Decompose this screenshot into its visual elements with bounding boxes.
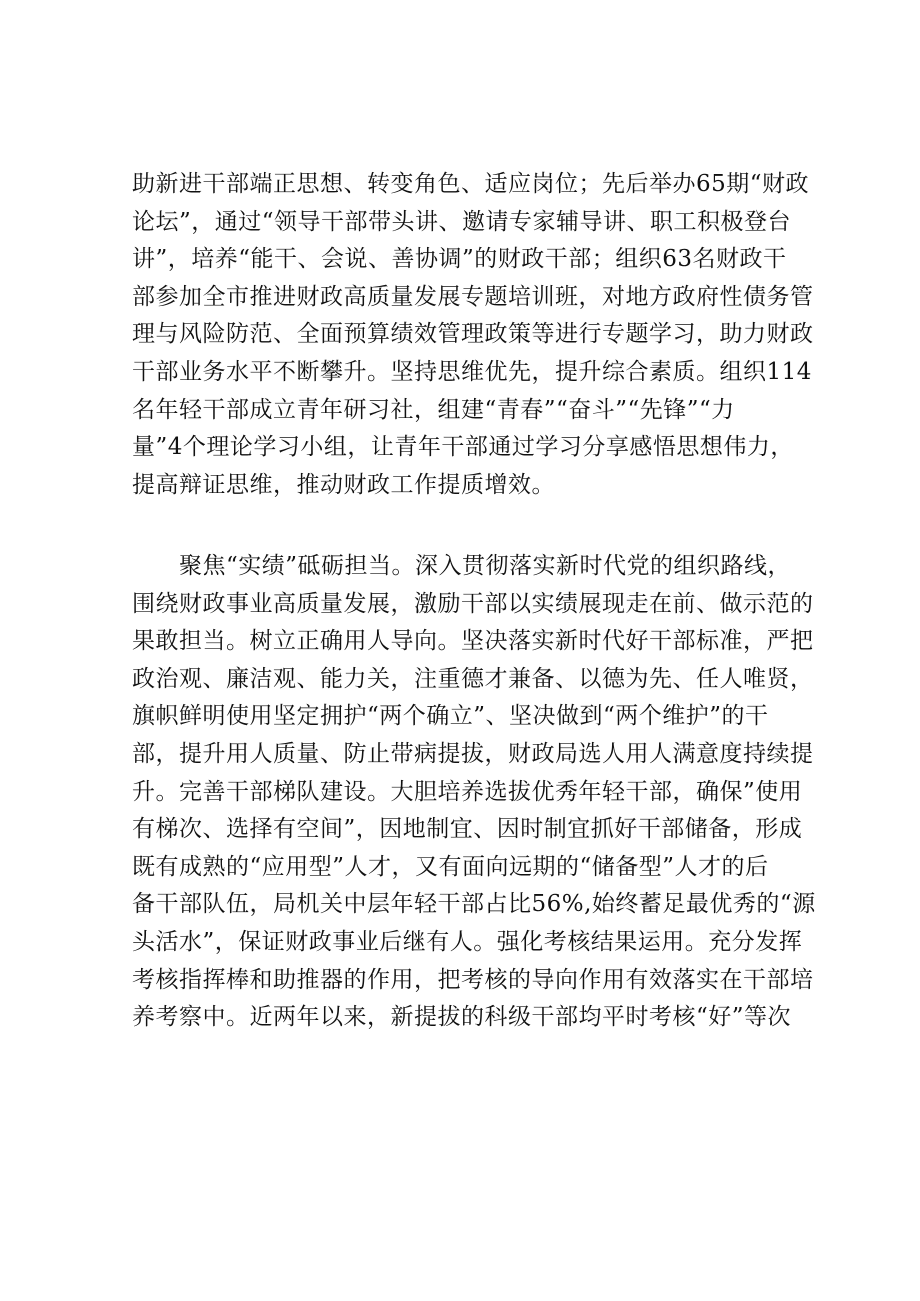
paragraph-line: 果敢担当。树立正确用人导向。坚决落实新时代好干部标准，严把 — [132, 628, 814, 655]
paragraph-line: 量”4个理论学习小组，让青年干部通过学习分享感悟思想伟力， — [132, 434, 794, 461]
paragraph-line: 部参加全市推进财政高质量发展专题培训班，对地方政府性债务管 — [132, 283, 814, 310]
paragraph-line: 养考察中。近两年以来，新提拔的科级干部均平时考核“好”等次 — [132, 1004, 792, 1031]
paragraph-line: 头活水”，保证财政事业后继有人。强化考核结果运用。充分发挥 — [132, 928, 803, 955]
paragraph-line: 既有成熟的“应用型”人才，又有面向远期的“储备型”人才的后 — [132, 853, 769, 880]
paragraph-2 — [132, 548, 816, 1037]
paragraph-line: 升。完善干部梯队建设。大胆培养选拔优秀年轻干部，确保”使用 — [132, 778, 803, 805]
paragraph-line: 助新进干部端正思想、转变角色、适应岗位；先后举办65期“财政 — [132, 171, 810, 197]
paragraph-line: 论坛”，通过“领导干部带头讲、邀请专家辅导讲、职工积极登台 — [132, 208, 792, 235]
paragraph-line: 提高辩证思维，推动财政工作提质增效。 — [132, 471, 555, 498]
paragraph-1 — [132, 166, 814, 504]
paragraph-line: 干部业务水平不断攀升。坚持思维优先，提升综合素质。组织114 — [132, 358, 812, 385]
paragraph-line: 讲”，培养“能干、会说、善协调”的财政干部；组织63名财政干 — [132, 246, 787, 273]
paragraph-line: 政治观、廉洁观、能力关，注重德才兼备、以德为先、任人唯贤， — [132, 665, 814, 692]
paragraph-line: 名年轻干部成立青年研习社，组建“青春”“奋斗”“先锋”“力 — [132, 396, 735, 423]
paragraph-line: 备干部队伍，局机关中层年轻干部占比56%,始终蓄足最优秀的“源 — [132, 891, 816, 918]
paragraph-line: 理与风险防范、全面预算绩效管理政策等进行专题学习，助力财政 — [132, 321, 814, 348]
paragraph-line: 围绕财政事业高质量发展，激励干部以实绩展现走在前、做示范的 — [132, 590, 814, 617]
paragraph-line: 部，提升用人质量、防止带病提拔，财政局选人用人满意度持续提 — [132, 740, 814, 767]
paragraph-line: 旗帜鲜明使用坚定拥护“两个确立”、坚决做到“两个维护”的干 — [132, 703, 769, 730]
paragraph-line: 考核指挥棒和助推器的作用，把考核的导向作用有效落实在干部培 — [132, 966, 814, 993]
paragraph-line: 聚焦“实绩”砥砺担当。深入贯彻落实新时代党的组织路线， — [132, 553, 792, 579]
paragraph-line: 有梯次、选择有空间”，因地制宜、因时制宜抓好干部储备，形成 — [132, 816, 803, 843]
